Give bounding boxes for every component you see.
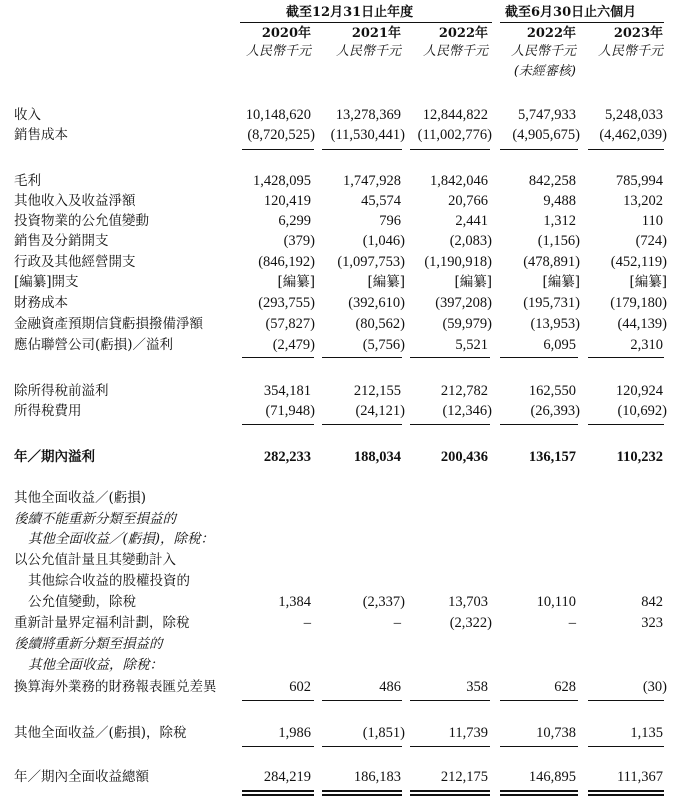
value-revenue-2020: 10,148,620 (245, 107, 311, 123)
subtotal-rule-2022 (410, 149, 490, 150)
value-fair-value-2022: 2,441 (455, 213, 488, 229)
label-credit-impairment: 金融資產預期信貸虧損撥備淨額 (14, 316, 203, 332)
header-year-2022: 2022年 (438, 26, 488, 41)
label-total-comprehensive: 年／期內全面收益總額 (14, 769, 149, 785)
value-pbt-2023-six: 120,924 (615, 383, 663, 399)
header-year-end-group: 截至12月31日止年度 (286, 5, 414, 20)
value-finance-2023-six: (179,180) (610, 295, 667, 311)
total-double-rule-top-2022-six (500, 790, 578, 792)
value-admin-2020: (846,192) (258, 254, 315, 270)
total-double-rule-bottom-2023-six (588, 794, 664, 796)
header-six-month-group: 截至6月30日止六個月 (505, 5, 637, 20)
value-admin-2022-six: (478,891) (523, 254, 580, 270)
value-redacted-2023-six: [編纂] (629, 274, 667, 290)
subtotal-rule-2022-six (500, 149, 578, 150)
label-associates: 應佔聯營公司(虧損)／溢利 (14, 337, 174, 353)
value-admin-2021: (1,097,753) (337, 254, 405, 270)
value-tax-2023-six: (10,692) (617, 403, 667, 419)
value-other-income-2022: 20,766 (448, 193, 488, 209)
value-fair-value-2021: 796 (379, 213, 401, 229)
total-double-rule-bottom-2020 (242, 794, 314, 796)
label-admin-expenses: 行政及其他經營開支 (14, 254, 136, 270)
value-redacted-2021: [編纂] (367, 274, 405, 290)
label-fair-value-investment-property: 投資物業的公允值變動 (14, 213, 149, 229)
subtotal-rule-2-2023-six (588, 357, 664, 358)
value-remeasurement-2020: – (303, 615, 311, 631)
subtotal-rule-5-2022 (410, 746, 490, 747)
value-other-income-2023-six: 13,202 (623, 193, 663, 209)
header-unit-2020: 人民幣千元 (245, 44, 311, 59)
value-associates-2023-six: 2,310 (630, 337, 663, 353)
subtotal-rule-3-2022 (410, 424, 490, 425)
value-fvoci-2022: 13,703 (448, 594, 488, 610)
label-not-reclassified-line2: 其他全面收益／(虧損)，除稅： (28, 531, 215, 547)
value-other-income-2020: 120,419 (263, 193, 311, 209)
value-selling-2022: (2,083) (449, 233, 492, 249)
value-pbt-2022: 212,782 (440, 383, 488, 399)
total-double-rule-top-2022 (410, 790, 490, 792)
value-associates-2022-six: 6,095 (543, 337, 576, 353)
value-credit-2020: (57,827) (265, 316, 315, 332)
value-fvoci-2023-six: 842 (641, 594, 663, 610)
value-profit-2021: 188,034 (353, 449, 401, 465)
value-fair-value-2020: 6,299 (278, 213, 311, 229)
label-may-reclassify-line1: 後續將重新分類至損益的 (14, 636, 163, 652)
value-revenue-2021: 13,278,369 (335, 107, 401, 123)
value-total-2022-six: 146,895 (528, 769, 576, 785)
header-rule-six-month (500, 22, 664, 23)
value-fvoci-2022-six: 10,110 (536, 594, 576, 610)
value-profit-2023-six: 110,232 (616, 449, 663, 465)
subtotal-rule-5-2020 (242, 746, 314, 747)
label-fvoci-line1: 以公允值計量且其變動計入 (14, 552, 176, 568)
value-associates-2021: (5,756) (362, 337, 405, 353)
value-gross-profit-2021: 1,747,928 (343, 173, 401, 189)
value-total-2021: 186,183 (353, 769, 401, 785)
label-fvoci-line3: 公允值變動，除稅 (28, 594, 136, 610)
header-year-2021: 2021年 (351, 26, 401, 41)
header-unit-2022-six: 人民幣千元 (510, 44, 576, 59)
value-fx-2022: 358 (466, 679, 488, 695)
subtotal-rule-3-2020 (242, 424, 314, 425)
value-profit-2022-six: 136,157 (528, 449, 576, 465)
value-oci-net-2022-six: 10,738 (536, 725, 576, 741)
value-gross-profit-2020: 1,428,095 (253, 173, 311, 189)
value-fair-value-2023-six: 110 (641, 213, 663, 229)
value-tax-2022: (12,346) (442, 403, 492, 419)
value-other-income-2022-six: 9,488 (543, 193, 576, 209)
subtotal-rule-5-2023-six (588, 746, 664, 747)
subtotal-rule-4-2022 (410, 700, 490, 701)
value-cost-of-sales-2022: (11,002,776) (417, 127, 492, 143)
value-total-2023-six: 111,367 (616, 769, 663, 785)
value-finance-2022-six: (195,731) (523, 295, 580, 311)
subtotal-rule-4-2021 (322, 700, 402, 701)
header-rule-year-end (240, 22, 492, 23)
value-cost-of-sales-2022-six: (4,905,675) (512, 127, 580, 143)
subtotal-rule-4-2022-six (500, 700, 578, 701)
value-cost-of-sales-2020: (8,720,525) (247, 127, 315, 143)
label-oci-net: 其他全面收益／(虧損)，除稅 (14, 725, 187, 741)
subtotal-rule-2020 (242, 149, 314, 150)
value-fvoci-2020: 1,384 (278, 594, 311, 610)
value-selling-2023-six: (724) (635, 233, 667, 249)
subtotal-rule-5-2021 (322, 746, 402, 747)
value-remeasurement-2022-six: – (568, 615, 576, 631)
subtotal-rule-2021 (322, 149, 402, 150)
subtotal-rule-3-2023-six (588, 424, 664, 425)
value-cost-of-sales-2021: (11,530,441) (330, 127, 405, 143)
value-selling-2022-six: (1,156) (537, 233, 580, 249)
value-gross-profit-2023-six: 785,994 (615, 173, 663, 189)
value-associates-2020: (2,479) (272, 337, 315, 353)
label-remeasurement: 重新計量界定福利計劃，除稅 (14, 615, 190, 631)
total-double-rule-top-2020 (242, 790, 314, 792)
subtotal-rule-4-2023-six (588, 700, 664, 701)
label-income-tax: 所得稅費用 (14, 403, 82, 419)
value-fx-2023-six: (30) (642, 679, 667, 695)
value-fair-value-2022-six: 1,312 (543, 213, 576, 229)
value-other-income-2021: 45,574 (361, 193, 401, 209)
value-fx-2022-six: 628 (554, 679, 576, 695)
value-credit-2022-six: (13,953) (530, 316, 580, 332)
label-redacted-expenses: [編纂]開支 (14, 274, 79, 290)
subtotal-rule-4-2020 (242, 700, 314, 701)
value-gross-profit-2022: 1,842,046 (430, 173, 488, 189)
subtotal-rule-3-2021 (322, 424, 402, 425)
value-admin-2022: (1,190,918) (424, 254, 492, 270)
subtotal-rule-5-2022-six (500, 746, 578, 747)
value-tax-2022-six: (26,393) (530, 403, 580, 419)
header-unit-2022: 人民幣千元 (422, 44, 488, 59)
value-admin-2023-six: (452,119) (610, 254, 667, 270)
value-tax-2020: (71,948) (265, 403, 315, 419)
value-fx-2021: 486 (379, 679, 401, 695)
value-remeasurement-2023-six: 323 (641, 615, 663, 631)
total-double-rule-top-2021 (322, 790, 402, 792)
label-gross-profit: 毛利 (14, 173, 41, 189)
value-pbt-2022-six: 162,550 (528, 383, 576, 399)
label-cost-of-sales: 銷售成本 (14, 127, 68, 143)
value-total-2020: 284,219 (263, 769, 311, 785)
value-pbt-2021: 212,155 (353, 383, 401, 399)
total-double-rule-bottom-2022 (410, 794, 490, 796)
subtotal-rule-2-2021 (322, 357, 402, 358)
value-oci-net-2020: 1,986 (278, 725, 311, 741)
label-finance-costs: 財務成本 (14, 295, 68, 311)
value-finance-2020: (293,755) (258, 295, 315, 311)
header-year-2022-six: 2022年 (526, 26, 576, 41)
value-credit-2022: (59,979) (442, 316, 492, 332)
total-double-rule-bottom-2022-six (500, 794, 578, 796)
value-credit-2023-six: (44,139) (617, 316, 667, 332)
header-unit-2023-six: 人民幣千元 (597, 44, 663, 59)
value-pbt-2020: 354,181 (263, 383, 311, 399)
value-selling-2020: (379) (283, 233, 315, 249)
value-remeasurement-2021: – (393, 615, 401, 631)
value-remeasurement-2022: (2,322) (449, 615, 492, 631)
value-oci-net-2021: (1,851) (362, 725, 405, 741)
subtotal-rule-2-2022 (410, 357, 490, 358)
label-revenue: 收入 (14, 107, 41, 123)
subtotal-rule-2023-six (588, 149, 664, 150)
value-profit-2022: 200,436 (440, 449, 488, 465)
value-associates-2022: 5,521 (455, 337, 488, 353)
value-total-2022: 212,175 (440, 769, 488, 785)
value-credit-2021: (80,562) (355, 316, 405, 332)
label-fx-translation: 換算海外業務的財務報表匯兑差異 (14, 679, 217, 695)
value-redacted-2022-six: [編纂] (542, 274, 580, 290)
label-profit-for-period: 年／期內溢利 (14, 449, 95, 465)
value-tax-2021: (24,121) (355, 403, 405, 419)
value-oci-net-2023-six: 1,135 (630, 725, 663, 741)
value-gross-profit-2022-six: 842,258 (528, 173, 576, 189)
label-fvoci-line2: 其他綜合收益的股權投資的 (28, 573, 190, 589)
value-finance-2021: (392,610) (348, 295, 405, 311)
subtotal-rule-2-2022-six (500, 357, 578, 358)
value-redacted-2022: [編纂] (454, 274, 492, 290)
value-revenue-2022: 12,844,822 (422, 107, 488, 123)
header-unaudited-note: (未經審核) (513, 64, 576, 79)
total-double-rule-top-2023-six (588, 790, 664, 792)
value-fx-2020: 602 (289, 679, 311, 695)
value-revenue-2022-six: 5,747,933 (518, 107, 576, 123)
value-fvoci-2021: (2,337) (362, 594, 405, 610)
value-selling-2021: (1,046) (362, 233, 405, 249)
subtotal-rule-2-2020 (242, 357, 314, 358)
label-profit-before-tax: 除所得稅前溢利 (14, 383, 109, 399)
header-year-2023-six: 2023年 (613, 26, 663, 41)
label-oci-heading: 其他全面收益／(虧損) (14, 490, 147, 506)
value-profit-2020: 282,233 (263, 449, 311, 465)
label-not-reclassified-line1: 後續不能重新分類至損益的 (14, 511, 176, 527)
value-redacted-2020: [編纂] (277, 274, 315, 290)
subtotal-rule-3-2022-six (500, 424, 578, 425)
header-year-2020: 2020年 (261, 26, 311, 41)
label-selling-expenses: 銷售及分銷開支 (14, 233, 109, 249)
total-double-rule-bottom-2021 (322, 794, 402, 796)
value-finance-2022: (397,208) (435, 295, 492, 311)
value-revenue-2023-six: 5,248,033 (605, 107, 663, 123)
value-cost-of-sales-2023-six: (4,462,039) (599, 127, 667, 143)
value-oci-net-2022: 11,739 (448, 725, 488, 741)
label-may-reclassify-line2: 其他全面收益，除稅： (28, 657, 163, 673)
label-other-income: 其他收入及收益淨額 (14, 193, 136, 209)
header-unit-2021: 人民幣千元 (335, 44, 401, 59)
